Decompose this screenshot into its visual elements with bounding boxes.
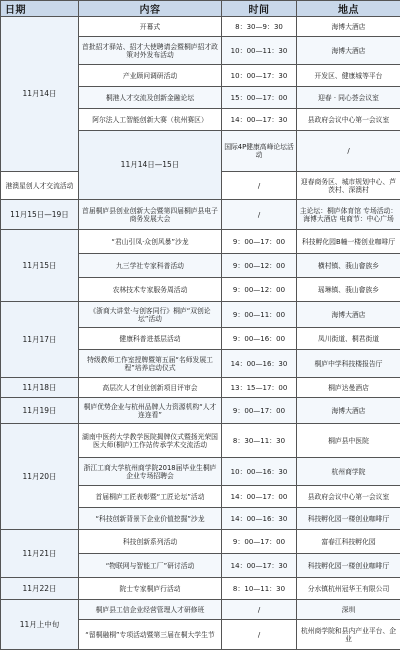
content-cell: 特级教师工作室授牌暨第五届“名师发展工程”培养启动仪式 bbox=[79, 350, 222, 378]
place-cell: 桐庐中学科技楼报告厅 bbox=[297, 350, 400, 378]
place-cell: 科技孵化园B幢一楼创业咖啡厅 bbox=[297, 230, 400, 254]
content-cell: 首届桐庐工匠表彰暨“工匠论坛”活动 bbox=[79, 486, 222, 508]
time-cell: 9：00—17：00 bbox=[222, 398, 297, 424]
time-cell: 10：00—17：30 bbox=[222, 65, 297, 87]
time-cell: / bbox=[297, 131, 400, 172]
place-cell: 桐庐县中医院 bbox=[297, 424, 400, 458]
content-cell: 《浙商大讲堂·与创客同行》桐庐“双创论坛”活动 bbox=[79, 302, 222, 328]
time-cell: / bbox=[222, 600, 297, 620]
header-time: 时间 bbox=[222, 1, 297, 17]
time-cell: 14：00—17：30 bbox=[222, 109, 297, 131]
date-cell: 11月19日 bbox=[1, 398, 79, 424]
place-cell: 分水镇杭州冠华王有限公司 bbox=[297, 578, 400, 600]
place-cell: 深圳 bbox=[297, 600, 400, 620]
place-cell: 海博大酒店 bbox=[297, 398, 400, 424]
date-cell: 11月14日 bbox=[1, 17, 79, 172]
table-row bbox=[1, 230, 400, 254]
time-cell: / bbox=[222, 172, 297, 200]
time-cell: 15：00—17：00 bbox=[222, 87, 297, 109]
date-cell: 11月22日 bbox=[1, 578, 79, 600]
content-cell: 港澳星创人才交流活动 bbox=[1, 172, 79, 200]
time-cell: 13：15—17：00 bbox=[222, 378, 297, 398]
place-cell: 杭州商学院 bbox=[297, 458, 400, 486]
place-cell: 开发区、健康城等平台 bbox=[297, 65, 400, 87]
place-cell: 富春江科技孵化园 bbox=[297, 530, 400, 554]
time-cell: 14：00—17：00 bbox=[222, 486, 297, 508]
place-cell: 科技孵化园一楼创业咖啡厅 bbox=[297, 508, 400, 530]
place-cell: 凤川街道、桐君街道 bbox=[297, 328, 400, 350]
content-cell: 浙江工商大学杭州商学院2018届毕业生桐庐企业专场招聘会 bbox=[79, 458, 222, 486]
content-cell: 首批招才驿站、招才大使聘请会暨桐庐招才政策对外发布活动 bbox=[79, 37, 222, 65]
header-place: 地点 bbox=[297, 1, 400, 17]
date-cell: 11月14日—15日 bbox=[79, 131, 222, 200]
content-cell: 高层次人才创业创新项目评审会 bbox=[79, 378, 222, 398]
time-cell: 14：00—16：30 bbox=[222, 508, 297, 530]
time-cell: 9：00—17：00 bbox=[222, 530, 297, 554]
place-cell: 科技孵化园一楼创业咖啡厅 bbox=[297, 554, 400, 578]
time-cell: 14：00—17：30 bbox=[222, 554, 297, 578]
place-cell: 海博大酒店 bbox=[297, 17, 400, 37]
place-cell: 桐庐达曼酒店 bbox=[297, 378, 400, 398]
content-cell: 湖南中医药大学教学医院揭牌仪式暨扬光荣国医大师(桐庐)工作站传承学术交流活动 bbox=[79, 424, 222, 458]
table-row bbox=[1, 200, 400, 230]
place-cell: 海博大酒店 bbox=[297, 37, 400, 65]
time-cell: / bbox=[222, 620, 297, 650]
content-cell: 九三学社专家科普活动 bbox=[79, 254, 222, 278]
date-cell: 11月上中旬 bbox=[1, 600, 79, 650]
place-cell: 县政府会议中心第一会议室 bbox=[297, 109, 400, 131]
place-cell: 主论坛：桐庐体育馆 专场活动：海博大酒店 电商节：中心广场 bbox=[297, 200, 400, 230]
time-cell: 8：30—9：30 bbox=[222, 17, 297, 37]
time-cell: 9：00—16：00 bbox=[222, 328, 297, 350]
content-cell: 首届桐庐县创业创新大会暨第四届桐庐县电子商务发展大会 bbox=[79, 200, 222, 230]
table-row bbox=[1, 530, 400, 554]
time-cell: 10：00—11：30 bbox=[222, 37, 297, 65]
schedule-body bbox=[1, 17, 400, 650]
time-cell: 10：00—16：30 bbox=[222, 458, 297, 486]
time-cell: 9：00—12：00 bbox=[222, 254, 297, 278]
time-cell: 9：00—17：00 bbox=[222, 230, 297, 254]
time-cell: 8：10—11：30 bbox=[222, 578, 297, 600]
date-cell: 11月15日—19日 bbox=[1, 200, 79, 230]
content-cell: 桐庐县工信企业经营管理人才研修班 bbox=[79, 600, 222, 620]
content-cell: “科技创新背景下企业价值挖掘”沙龙 bbox=[79, 508, 222, 530]
place-cell: 县政府会议中心第一会议室 bbox=[297, 486, 400, 508]
content-cell: “物联网与智能工厂”研讨活动 bbox=[79, 554, 222, 578]
place-cell: 瑶琳镇、莪山畲族乡 bbox=[297, 278, 400, 302]
table-row bbox=[1, 398, 400, 424]
place-cell: 横村镇、莪山畲族乡 bbox=[297, 254, 400, 278]
place-cell: 杭州商学院和县内产业平台、企业 bbox=[297, 620, 400, 650]
date-cell: 11月20日 bbox=[1, 424, 79, 530]
date-cell: 11月15日 bbox=[1, 230, 79, 302]
header-content: 内容 bbox=[79, 1, 222, 17]
date-cell: 11月21日 bbox=[1, 530, 79, 578]
table-row bbox=[1, 378, 400, 398]
date-cell: 11月18日 bbox=[1, 378, 79, 398]
header-date: 日期 bbox=[1, 1, 79, 17]
content-cell: 开幕式 bbox=[79, 17, 222, 37]
place-cell: 迎春商务区、城市规划中心、芦茨村、深澳村 bbox=[297, 172, 400, 200]
content-cell: 桐庐优势企业与杭州品牌人力资源机构“人才连连看” bbox=[79, 398, 222, 424]
content-cell: 院士专家桐庐行活动 bbox=[79, 578, 222, 600]
time-cell: / bbox=[222, 200, 297, 230]
table-row bbox=[1, 578, 400, 600]
content-cell: 健康科普进基层活动 bbox=[79, 328, 222, 350]
content-cell: “留桐融桐”专项活动暨第三届在桐大学生节 bbox=[79, 620, 222, 650]
content-cell: 科技创新系列活动 bbox=[79, 530, 222, 554]
table-row bbox=[1, 17, 400, 37]
date-cell: 11月17日 bbox=[1, 302, 79, 378]
content-cell: 阿尔法人工智能创新大赛（杭州赛区） bbox=[79, 109, 222, 131]
content-cell: 桐港人才交流及创新金融论坛 bbox=[79, 87, 222, 109]
content-cell: “君山引凤·众创风暴”沙龙 bbox=[79, 230, 222, 254]
header-row bbox=[1, 1, 400, 17]
time-cell: 9：00—11：00 bbox=[222, 302, 297, 328]
place-cell: 迎春 · 同心荟会议室 bbox=[297, 87, 400, 109]
table-row bbox=[1, 600, 400, 620]
table-row bbox=[1, 424, 400, 458]
time-cell: 14：00—16：30 bbox=[222, 350, 297, 378]
table-row bbox=[1, 302, 400, 328]
content-cell: 产业顾问调研活动 bbox=[79, 65, 222, 87]
time-cell: 9：00—12：00 bbox=[222, 278, 297, 302]
content-cell: 农林技术专家服务周活动 bbox=[79, 278, 222, 302]
time-cell: 8：30—11：30 bbox=[222, 424, 297, 458]
content-cell: 国际4P健康高峰论坛活动 bbox=[222, 131, 297, 172]
place-cell: 海博大酒店 bbox=[297, 302, 400, 328]
